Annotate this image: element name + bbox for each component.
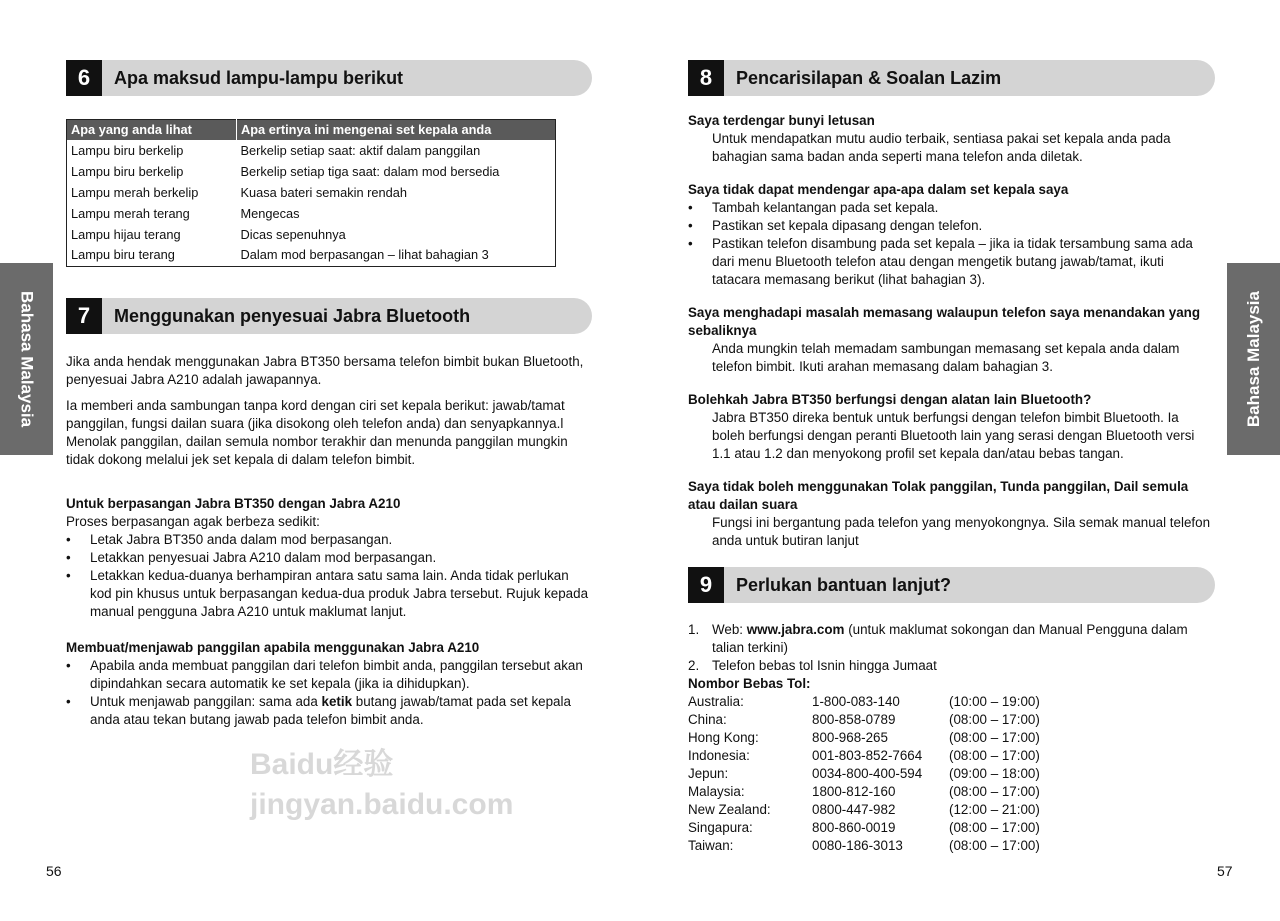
country: New Zealand:: [688, 802, 771, 817]
phone-number: 0080-186-3013: [812, 838, 903, 853]
jabra-website-link[interactable]: www.jabra.com: [746, 622, 845, 637]
phone-number: 800-858-0789: [812, 712, 896, 727]
hours: (08:00 – 17:00): [949, 820, 1040, 835]
country: Singapura:: [688, 820, 753, 835]
table-row: [67, 182, 556, 203]
table-cell: Mengecas: [240, 205, 300, 221]
table-row: [67, 140, 556, 161]
language-side-tab-right: Bahasa Malaysia: [1227, 263, 1280, 455]
right-page-column: [688, 60, 1215, 855]
help-body: 1. Web: www.jabra.com (untuk maklumat sokongan dan Manual Pengguna dalam talian terkini) 2. Telefon bebas tol Isnin hingga Jumaat Nombor Bebas Tol: Australia: 1-800-083-140 (10:00 – 19:00) China: 800-858-0789 (08:00 – 17:00) Hong Kong: 800-968-265 (08:00 – 17:00) Indonesia: 001-803-852-7664 (08:00 – 17:00) Jepun: 0034-800-400-594 (09:00 – 18:00) Malaysia: 1800-812-160 (08:00 – 17:00) New Zealand: 0800-447-982 (12:00 – 21:00) Singapura: 800-860-0019 (08:00 – 17:00) Taiwan: 0080-186-3013 (08:00 – 17:00): [688, 621, 1215, 855]
country: Hong Kong:: [688, 730, 759, 745]
hours: (08:00 – 17:00): [949, 712, 1040, 727]
phone-number: 0034-800-400-594: [812, 766, 923, 781]
phone-number: 1-800-083-140: [812, 694, 900, 709]
toll-free-numbers: [688, 693, 1215, 855]
table-cell: Lampu biru terang: [71, 247, 175, 263]
baidu-watermark: Baidu经验 jingyan.baidu.com: [250, 748, 514, 821]
hours: (10:00 – 19:00): [949, 694, 1040, 709]
page-number-left: 56: [46, 863, 62, 879]
country: Malaysia:: [688, 784, 745, 799]
toll-free-row: [688, 837, 1215, 855]
table-cell: Dicas sepenuhnya: [240, 226, 346, 242]
section-6-header: 6 Apa maksud lampu-lampu berikut: [66, 60, 592, 96]
hours: (08:00 – 17:00): [949, 730, 1040, 745]
light-meaning-table: Apa yang anda lihat Apa ertinya ini mengenai set kepala anda Lampu biru berkelip Berkelip setiap saat: aktif dalam panggilan Lampu biru berkelip Berkelip setiap tiga saat: dalam mod bersedia Lampu merah berkelip Kuasa bateri semakin rendah Lampu merah terang Mengecas Lampu hijau terang Dicas sepenuhnya Lampu biru terang Dalam mod berpasangan – lihat bahagian 3: [66, 119, 556, 267]
list-item: • Pastikan telefon disambung pada set kepala – jika ia tidak tersambung sama ada dari menu Bluetooth telefon atau dengan mengetik butang jawab/tamat, ikuti tatacara memasang berikut (lihat bahagian 3).: [688, 235, 1215, 289]
list-item: • Letakkan kedua-duanya berhampiran antara satu sama lain. Anda tidak perlukan kod pin khusus untuk berpasangan kedua-dua produk Jabra tersebut. Rujuk kepada manual pengguna Jabra A210 untuk maklumat lanjut.: [66, 567, 592, 621]
list-item: • Pastikan set kepala dipasang dengan telefon.: [688, 217, 1215, 235]
phone-number: 800-860-0019: [812, 820, 896, 835]
toll-free-row: [688, 765, 1215, 783]
hours: (08:00 – 17:00): [949, 748, 1040, 763]
country: Taiwan:: [688, 838, 734, 853]
toll-free-row: [688, 693, 1215, 711]
section-8-header: 8 Pencarisilapan & Soalan Lazim: [688, 60, 1215, 96]
list-item: • Untuk menjawab panggilan: sama ada ketik butang jawab/tamat pada set kepala anda atau tekan butang jawab pada telefon bimbit anda.: [66, 693, 592, 729]
list-item: • Apabila anda membuat panggilan dari telefon bimbit anda, panggilan tersebut akan dipindahkan secara automatik ke set kepala (jika ia dihidupkan).: [66, 657, 592, 693]
faq-body: Saya terdengar bunyi letusan Untuk mendapatkan mutu audio terbaik, sentiasa pakai set kepala anda pada bahagian sama badan anda seperti mana telefon anda diletak. Saya tidak dapat mendengar apa-apa dalam set kepala saya • Tambah kelantangan pada set kepala. • Pastikan set kepala dipasang dengan telefon. • Pastikan telefon disambung pada set kepala – jika ia tidak tersambung sama ada dari menu Bluetooth telefon atau dengan mengetik butang jawab/tamat, ikuti tatacara memasang berikut (lihat bahagian 3). Saya menghadapi masalah memasang walaupun telefon saya menandakan yang sebaliknya Anda mungkin telah memadam sambungan memasang set kepala anda dalam telefon bimbit. Ikuti arahan memasang dalam bahagian 3. Bolehkah Jabra BT350 berfungsi dengan alatan lain Bluetooth? Jabra BT350 direka bentuk untuk berfungsi dengan telefon bimbit Bluetooth. Ia boleh berfungsi dengan peranti Bluetooth lain yang serasi dengan Bluetooth versi 1.1 atau 1.2 dan menyokong profil set kepala dan/atau bebas tangan. Saya tidak boleh menggunakan Tolak panggilan, Tunda panggilan, Dail semula atau dailan suara Fungsi ini bergantung pada telefon yang menyokongnya. Sila semak manual telefon anda untuk butiran lanjut: [688, 112, 1215, 550]
section-7-body: Jika anda hendak menggunakan Jabra BT350 bersama telefon bimbit bukan Bluetooth, penyesuai Jabra A210 adalah jawapannya. Ia memberi anda sambungan tanpa kord dengan ciri set kepala berikut: jawab/tamat panggilan, fungsi dailan suara (jika disokong oleh telefon anda) dan senyapkannya.l Menolak panggilan, dailan semula nombor terakhir dan menunda panggilan mungkin tidak dokong melalui jek set kepala di dalam telefon bimbit. Untuk berpasangan Jabra BT350 dengan Jabra A210 Proses berpasangan agak berbeza sedikit: • Letak Jabra BT350 anda dalam mod berpasangan. • Letakkan penyesuai Jabra A210 dalam mod berpasangan. • Letakkan kedua-duanya berhampiran antara satu sama lain. Anda tidak perlukan kod pin khusus untuk berpasangan kedua-dua produk Jabra tersebut. Rujuk kepada manual pengguna Jabra A210 untuk maklumat lanjut. Membuat/menjawab panggilan apabila menggunakan Jabra A210 • Apabila anda membuat panggilan dari telefon bimbit anda, panggilan tersebut akan dipindahkan secara automatik ke set kepala (jika ia dihidupkan). • Untuk menjawab panggilan: sama ada ketik butang jawab/tamat pada set kepala anda atau tekan butang jawab pada telefon bimbit anda.: [66, 353, 592, 729]
page-number-right: 57: [1217, 863, 1233, 879]
toll-free-row: [688, 783, 1215, 801]
table-cell: Lampu biru berkelip: [71, 163, 184, 179]
table-row: [67, 161, 556, 182]
phone-number: 800-968-265: [812, 730, 888, 745]
country: Australia:: [688, 694, 744, 709]
table-cell: Lampu biru berkelip: [71, 142, 184, 158]
toll-free-row: [688, 729, 1215, 747]
toll-free-row: [688, 819, 1215, 837]
list-item: • Letak Jabra BT350 anda dalam mod berpasangan.: [66, 531, 592, 549]
country: China:: [688, 712, 727, 727]
hours: (12:00 – 21:00): [949, 802, 1040, 817]
table-cell: Lampu merah berkelip: [71, 184, 199, 200]
phone-number: 0800-447-982: [812, 802, 896, 817]
hours: (08:00 – 17:00): [949, 838, 1040, 853]
section-9-header: 9 Perlukan bantuan lanjut?: [688, 567, 1215, 603]
phone-number: 001-803-852-7664: [812, 748, 923, 763]
language-side-tab-left: Bahasa Malaysia: [0, 263, 53, 455]
phone-number: 1800-812-160: [812, 784, 896, 799]
table-cell: Lampu merah terang: [71, 205, 190, 221]
toll-free-row: [688, 801, 1215, 819]
toll-free-row: [688, 711, 1215, 729]
table-cell: Lampu hijau terang: [71, 226, 181, 242]
country: Jepun:: [688, 766, 729, 781]
list-item: • Tambah kelantangan pada set kepala.: [688, 199, 1215, 217]
hours: (08:00 – 17:00): [949, 784, 1040, 799]
table-cell: Kuasa bateri semakin rendah: [240, 184, 407, 200]
hours: (09:00 – 18:00): [949, 766, 1040, 781]
table-cell: Berkelip setiap tiga saat: dalam mod bersedia: [240, 163, 500, 179]
table-row: [67, 245, 556, 266]
table-cell: Dalam mod berpasangan – lihat bahagian 3: [240, 247, 489, 263]
toll-free-row: [688, 747, 1215, 765]
section-7-header: 7 Menggunakan penyesuai Jabra Bluetooth: [66, 298, 592, 334]
list-item: • Letakkan penyesuai Jabra A210 dalam mod berpasangan.: [66, 549, 592, 567]
country: Indonesia:: [688, 748, 750, 763]
table-cell: Berkelip setiap saat: aktif dalam panggilan: [240, 142, 481, 158]
table-row: [67, 224, 556, 245]
pairing-steps: [66, 531, 592, 621]
table-row: [67, 203, 556, 224]
